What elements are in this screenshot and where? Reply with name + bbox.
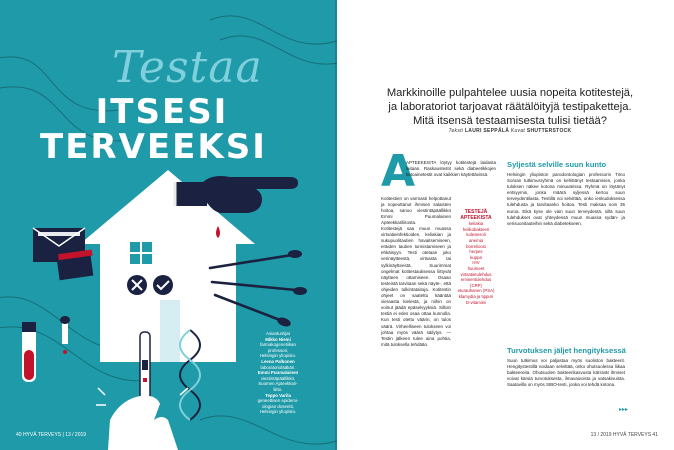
folio-left: 40 HYVÄ TERVEYS | 13 / 2019 xyxy=(16,432,87,438)
caption-line: Suomen Apteekkari- xyxy=(258,381,298,387)
sidebox-item: klamydia ja tippuri xyxy=(458,293,494,299)
sidebox-item: herpes xyxy=(469,249,483,255)
caption-line: Mikko Niemi xyxy=(265,336,291,342)
drop-cap: A xyxy=(381,146,416,197)
sidebox-item: kolesteroli xyxy=(466,232,486,238)
title-script: Testaa xyxy=(112,42,263,93)
body-col2-p1: Helsingin yliopiston parodontologian professorin Timo Sorsan tutkimusryhmä on kehittänyt testaamisen, jonka tuloksen näkee kotona minuuteissa. Ryhmä on löytänyt entsyymin, jonka määrä syljessä kertoo suun terveydentilasta. Testillä voi selvittää, onko ienkudoksessa tulehdusta ja tarvitaanko hoitoa. Testi maksaa noin 35 euroa. Eikä kyse ole vain suun terveydestä, sillä suun tulehdukset ovat yhteydessä muun muassa sydän- ja verisuonitauteihin sekä diabetekseen. xyxy=(507,172,625,226)
title-line-1: ITSESI xyxy=(95,92,229,132)
credit-images: SHUTTERSTOCK xyxy=(526,128,572,134)
sidebox-item: keliakia xyxy=(468,221,484,227)
title-line-2: TERVEEKSI xyxy=(40,127,267,167)
body-lead xyxy=(406,160,496,178)
caption-line: Helsingin yliopisto. xyxy=(259,409,297,415)
continue-marker: ▸▸▸ xyxy=(619,407,629,413)
sidebox-item: huumeet xyxy=(467,265,485,271)
sidebox-item: borrelioosi xyxy=(466,243,486,249)
caption-line: professori, xyxy=(267,347,289,353)
sidebox-item: kuppa xyxy=(470,254,482,260)
credit-prefix: Teksti xyxy=(448,128,464,134)
sidebox-item: helikobakteeri xyxy=(462,226,490,232)
caption-line: laboratoriolääkäri. xyxy=(260,364,296,370)
check-circle-icon xyxy=(153,275,173,295)
tests-sidebox xyxy=(456,210,496,305)
hand-icon xyxy=(108,396,178,450)
caption-line: Teppo Varila xyxy=(265,392,291,398)
sidebox-item: virtsatietulehdus xyxy=(460,271,492,277)
body-col2-p2: Suun tutkimus voi paljastaa myös suoliston bakteerit. Hengitystestillä voidaan selvittää, onko ohutsuolessa liikaa bakteereita. Ohutsuolen bakteerikasvusta kärsivät ihmiset voivat kärsiä turvotuksesta, ilmavaivoista ja vatsakivuista. Saatavilla on myös SIBO-testi, jonka voi tehdä kotona. xyxy=(507,358,625,388)
caption-line: Helsingin yliopisto. xyxy=(259,353,297,359)
credit-writer: LAURI SEPPÄLÄ xyxy=(464,128,510,134)
deck: Markkinoille pulpahtelee uusia nopeita kotitestejä, ja laboratoriot tarjoavat räätälöityjä testipaketteja. Mitä itsensä testaamisesta tulisi tietää? xyxy=(386,87,634,127)
caption-line: farmakogenetiikan xyxy=(260,342,296,348)
sidebox-item: D-vitamiini xyxy=(465,299,487,305)
caption-line: Leena Palkonen xyxy=(261,358,295,364)
body-col1-more: Kotitestejä saa muun muassa virtsatieinfektioiden, keliakian ja sukupuolitautien havaitsemiseen, eräiden tautien tunnistamiseen ja ehkäisyyn. Testi otetaan joko verinäytteestä, virtsasta tai sylkinäytteestä. Suurimmat ongelmat kotitestauksessa liittyvät näytteen ottamiseen. Osaan testeistä tarvitaan sekä näyte-, että ohjeiden tulkintataitoja. Kotitestin ohjeet on saatettu kääntää vieraasta kielestä, ja niihin on voinut jäädä epäselvyyksiä. Silloin testiä ei edes osaa ottaa kunnolla. Kun testi otettu väärin, on tulos väärä. Virheelliseen tulokseen voi johtaa myös väärä säilytys. — Testin jälkeen tulee aina pohtia, mitä tuloksella tehdään. xyxy=(381,226,451,347)
sidebox-item: anemia xyxy=(468,237,484,243)
caption-line: Emmi Puumalainen xyxy=(257,370,299,376)
subheading-2: Turvotuksen jäljet hengityksessä xyxy=(507,346,626,355)
caption-line: viestintäpäällikkö, xyxy=(260,375,296,381)
calendar-icon xyxy=(57,250,94,281)
caption-label: Asiantuntijat xyxy=(266,331,290,336)
cross-circle-icon xyxy=(127,275,147,295)
lab-tube-icon xyxy=(22,322,36,382)
caption-line: liitto. xyxy=(273,386,283,392)
sidebox-item: HIV xyxy=(472,260,480,266)
caption-line: geneettisen epidemi- xyxy=(257,398,299,404)
body-lead-text: APTEEKEISTA löytyy kotitestejä laidasta laitaan. Raskaustestit sekä diabeetikkojen ketoainetestit ovat kaikkien käytettävissä. xyxy=(406,160,496,178)
right-page xyxy=(337,0,674,450)
caption-line: ologian dosentti, xyxy=(262,403,294,409)
experts-caption xyxy=(246,331,310,415)
body-col1-text: Kotitestien on varmasti helpottanut ja nopeuttanut ihmisen salaisten hoitoa, sanoo viestintäpäällikkö Emmi Puumalainen Apteekkariliitosta. xyxy=(381,196,451,226)
test-strip-icon xyxy=(140,332,150,406)
credit-line xyxy=(385,128,635,134)
sidebox-heading: TESTEJÄ APTEEKISTA xyxy=(460,209,492,221)
folio-right: 13 / 2019 HYVÄ TERVEYS 41 xyxy=(590,432,658,438)
subheading-1: Syljestä selville suun kunto xyxy=(507,160,607,169)
sidebox-item: eminentulehdus (CRP) xyxy=(460,277,492,288)
credit-mid: Kuvat xyxy=(510,128,526,134)
sidebox-item: eturauhanen (PSA) xyxy=(457,288,495,294)
